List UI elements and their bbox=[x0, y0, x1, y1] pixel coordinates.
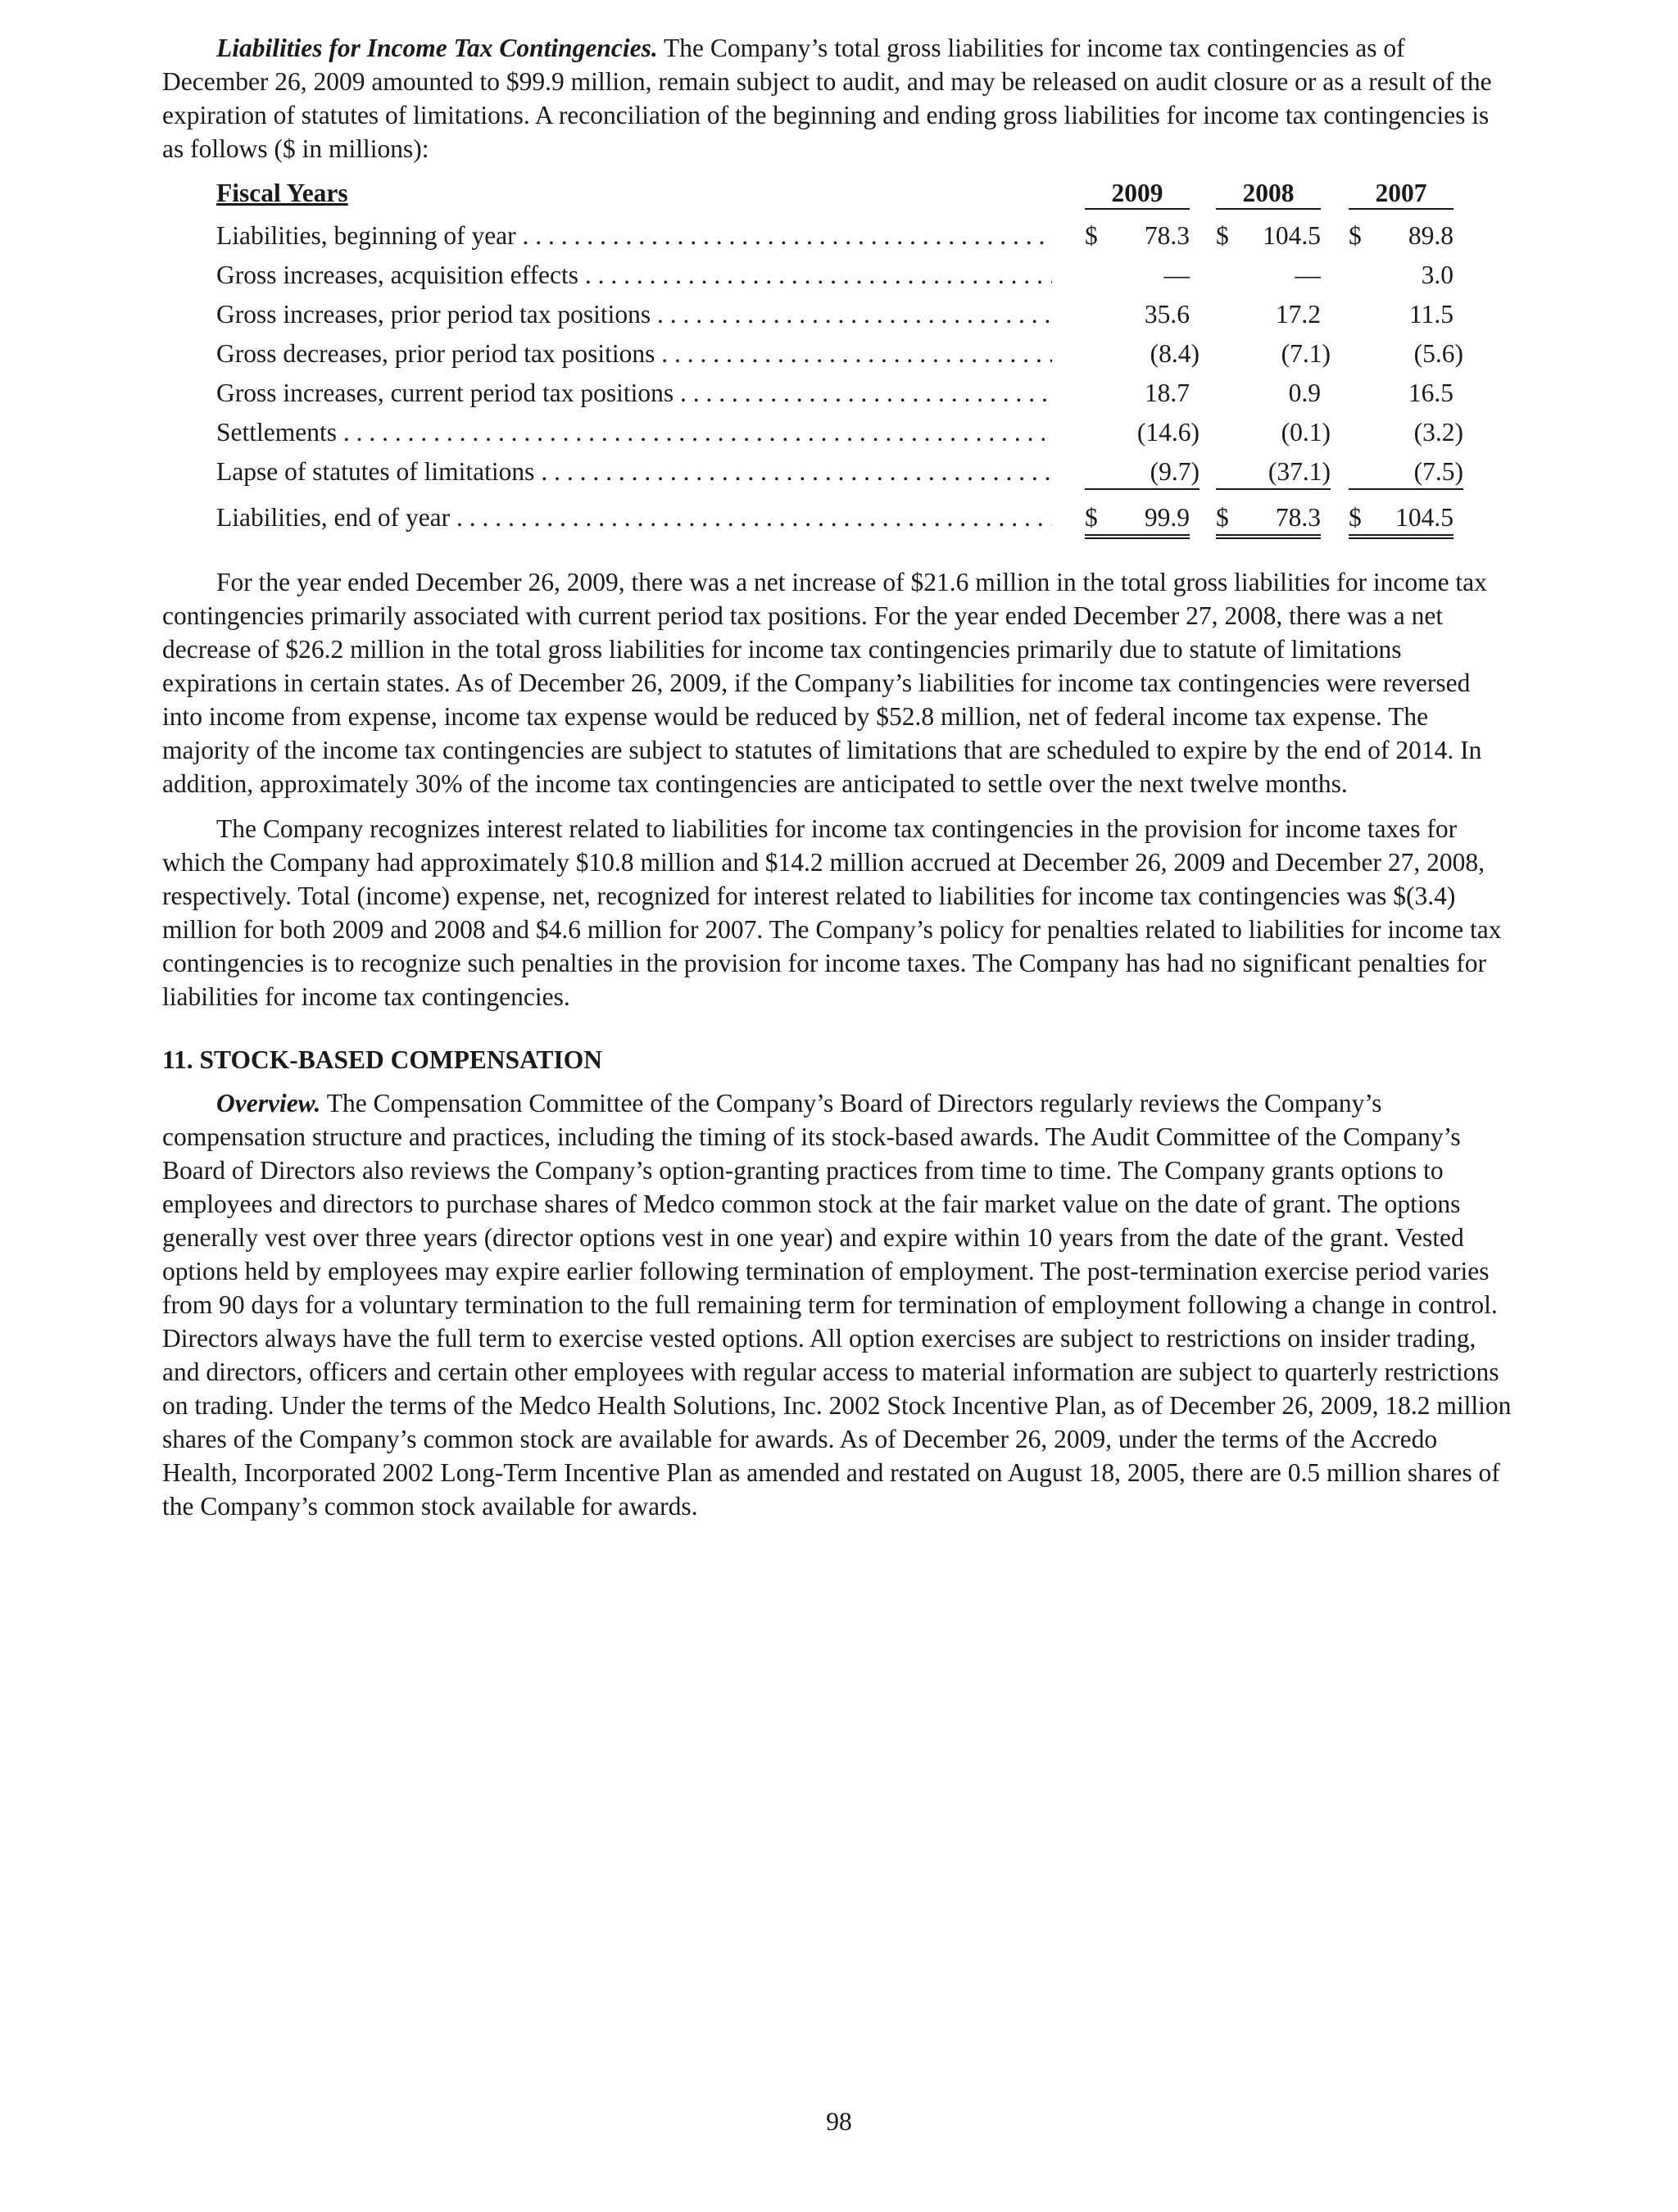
section-title: 11. STOCK-BASED COMPENSATION bbox=[162, 1045, 603, 1074]
cell-value: 17.2 bbox=[1275, 300, 1321, 329]
table-row bbox=[216, 216, 1467, 256]
table-total-row bbox=[216, 498, 1467, 537]
table-row bbox=[216, 256, 1467, 295]
cell-value: 104.5 bbox=[1395, 503, 1454, 532]
document-page bbox=[162, 31, 1514, 1523]
currency-symbol: $ bbox=[1085, 221, 1098, 250]
cell-value: (3.2) bbox=[1413, 418, 1463, 446]
net-increase-paragraph: For the year ended December 26, 2009, there was a net increase of $21.6 million in the total gross liabilities for income tax contingencies primarily associated with current period tax positions. For the year ended December 27, 2008, there was a net decrease of $26.2 million in the total gross liabilities for income tax contingencies primarily due to statute of limitations expirations in certain states. As of December 26, 2009, if the Company’s liabilities for income tax contingencies were reversed into income from expense, income tax expense would be reduced by $52.8 million, net of federal income tax expense. The majority of the income tax contingencies are subject to statutes of limitations that are scheduled to expire by the end of 2014. In addition, approximately 30% of the income tax contingencies are anticipated to settle over the next twelve months. bbox=[162, 568, 1487, 798]
cell-value: 3.0 bbox=[1421, 261, 1454, 289]
currency-symbol: $ bbox=[1216, 221, 1229, 250]
year-header-2009: 2009 bbox=[1085, 179, 1190, 210]
cell-value: — bbox=[1163, 261, 1190, 289]
row-label: Liabilities, beginning of year bbox=[216, 221, 516, 250]
currency-symbol: $ bbox=[1349, 503, 1362, 532]
cell-value: (7.1) bbox=[1281, 339, 1331, 368]
fiscal-years-label: Fiscal Years bbox=[216, 179, 348, 207]
cell-value: (14.6) bbox=[1136, 418, 1200, 446]
row-label: Settlements bbox=[216, 418, 337, 446]
intro-text: The Company’s total gross liabilities for income tax contingencies as of December 26, 2009 amounted to $99.9 million, remain subject to audit, and may be released on audit closure or as a result of the expiration of statutes of limitations. A reconciliation of the beginning and ending gross liabilities for income tax contingencies is as follows ($ in millions): bbox=[162, 34, 1492, 163]
overview-paragraph bbox=[162, 1086, 1514, 1523]
overview-text: The Compensation Committee of the Company’s Board of Directors regularly reviews the Company’s compensation structure and practices, including the timing of its stock-based awards. The Audit Committee of the Company’s Board of Directors also reviews the Company’s option-granting practices from time to time. The Company grants options to employees and directors to purchase shares of Medco common stock at the fair market value on the date of grant. The options generally vest over three years (director options vest in one year) and expire within 10 years from the date of the grant. Vested options held by employees may expire earlier following termination of employment. The post-termination exercise period varies from 90 days for a voluntary termination to the full remaining term for termination of employment following a change in control. Directors always have the full term to exercise vested options. All option exercises are subject to restrictions on insider trading, and directors, officers and certain other employees with regular access to material information are subject to quarterly restrictions on trading. Under the terms of the Medco Health Solutions, Inc. 2002 Stock Incentive Plan, as of December 26, 2009, 18.2 million shares of the Company’s common stock are available for awards. As of December 26, 2009, under the terms of the Accredo Health, Incorporated 2002 Long-Term Incentive Plan as amended and restated on August 18, 2005, there are 0.5 million shares of the Company’s common stock available for awards. bbox=[162, 1089, 1512, 1521]
currency-symbol: $ bbox=[1216, 503, 1229, 532]
cell-value: 89.8 bbox=[1408, 221, 1454, 250]
cell-value: (5.6) bbox=[1413, 339, 1463, 368]
cell-value: 0.9 bbox=[1288, 378, 1321, 407]
table-row bbox=[216, 452, 1467, 492]
cell-value: 16.5 bbox=[1408, 378, 1454, 407]
cell-value: 99.9 bbox=[1144, 503, 1190, 532]
tax-contingencies-table bbox=[216, 179, 1467, 537]
cell-value: (7.5) bbox=[1413, 457, 1463, 486]
cell-value: (0.1) bbox=[1281, 418, 1331, 446]
row-label: Gross decreases, prior period tax positions bbox=[216, 339, 655, 368]
table-row bbox=[216, 413, 1467, 452]
interest-paragraph: The Company recognizes interest related to liabilities for income tax contingencies in the provision for income taxes for which the Company had approximately $10.8 million and $14.2 million accrued at December 26, 2009 and December 27, 2008, respectively. Total (income) expense, net, recognized for interest related to liabilities for income tax contingencies was $(3.4) million for both 2009 and 2008 and $4.6 million for 2007. The Company’s policy for penalties related to liabilities for income tax contingencies is to recognize such penalties in the provision for income taxes. The Company has had no significant penalties for liabilities for income tax contingencies. bbox=[162, 814, 1502, 1011]
cell-value: (8.4) bbox=[1150, 339, 1200, 368]
row-label: Gross increases, acquisition effects bbox=[216, 261, 579, 289]
cell-value: 11.5 bbox=[1409, 300, 1454, 329]
row-label: Lapse of statutes of limitations bbox=[216, 457, 535, 486]
row-label: Gross increases, prior period tax positions bbox=[216, 300, 651, 329]
page-number: 98 bbox=[826, 2107, 852, 2136]
year-header-2008: 2008 bbox=[1216, 179, 1321, 210]
cell-value: 104.5 bbox=[1263, 221, 1321, 250]
year-header-2007: 2007 bbox=[1349, 179, 1454, 210]
table-header bbox=[216, 179, 1467, 216]
currency-symbol: $ bbox=[1085, 503, 1098, 532]
total-label: Liabilities, end of year bbox=[216, 503, 451, 532]
row-label: Gross increases, current period tax positions bbox=[216, 378, 674, 407]
table-row bbox=[216, 295, 1467, 334]
intro-heading: Liabilities for Income Tax Contingencies. bbox=[216, 34, 658, 62]
cell-value: 18.7 bbox=[1144, 378, 1190, 407]
cell-value: (37.1) bbox=[1268, 457, 1331, 486]
cell-value: (9.7) bbox=[1150, 457, 1200, 486]
table-row bbox=[216, 334, 1467, 374]
currency-symbol: $ bbox=[1349, 221, 1362, 250]
intro-paragraph bbox=[162, 31, 1514, 165]
cell-value: 78.3 bbox=[1144, 221, 1190, 250]
cell-value: 35.6 bbox=[1144, 300, 1190, 329]
overview-heading: Overview. bbox=[216, 1089, 321, 1117]
cell-value: 78.3 bbox=[1275, 503, 1321, 532]
table-row bbox=[216, 374, 1467, 413]
cell-value: — bbox=[1295, 261, 1321, 289]
